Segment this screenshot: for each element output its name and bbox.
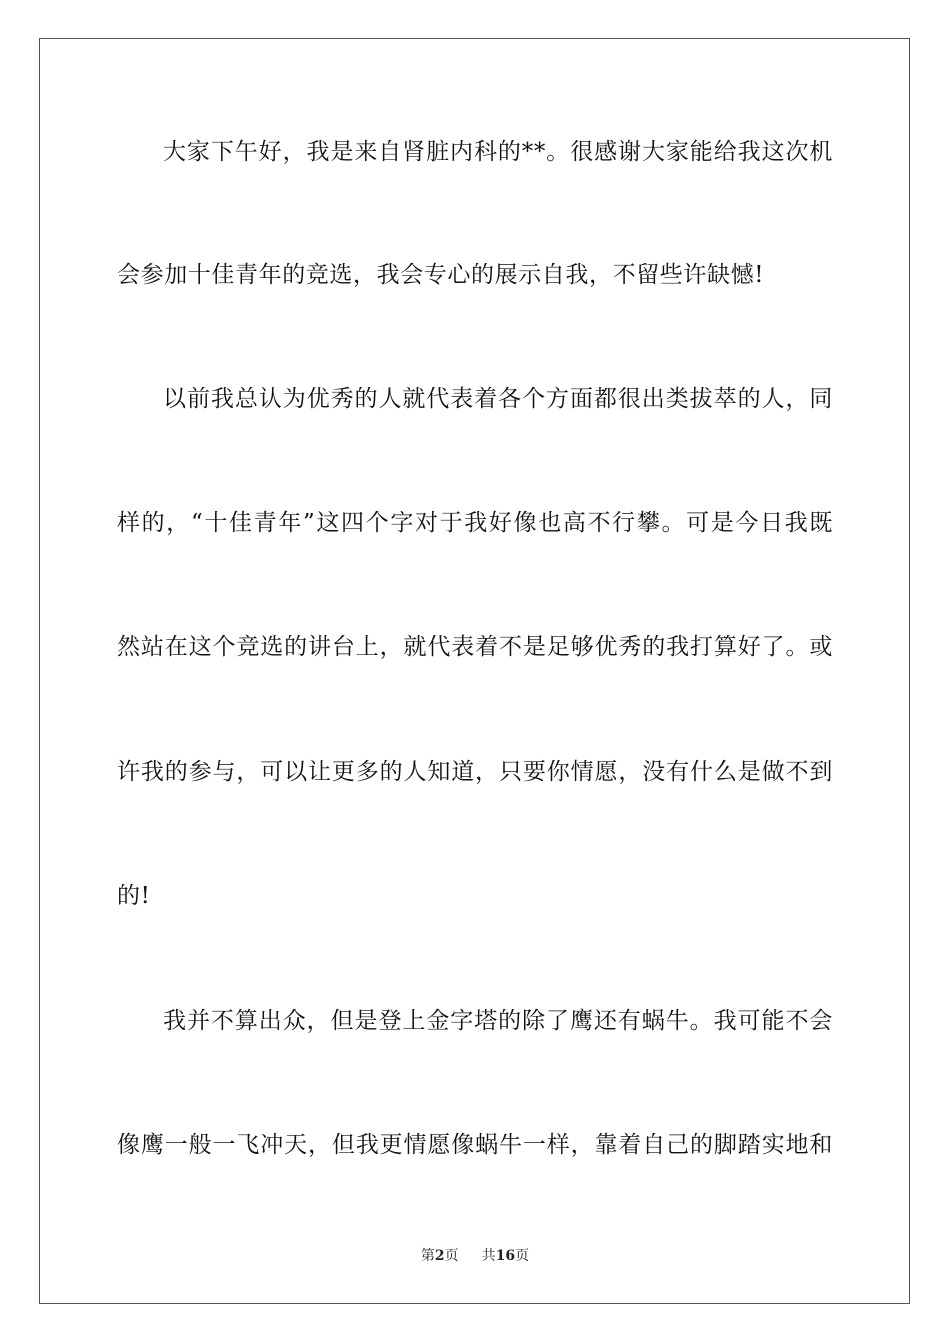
page-number: 2 [434, 1248, 445, 1264]
page-prefix: 第 [420, 1248, 435, 1264]
paragraph-2-line-1: 以前我总认为优秀的人就代表着各个方面都很出类拔萃的人，同 [163, 386, 833, 412]
paragraph-2-line-2: 样的，“十佳青年”这四个字对于我好像也高不行攀。可是今日我既 [117, 510, 833, 536]
total-prefix: 共 [481, 1248, 496, 1264]
total-suffix: 页 [515, 1248, 530, 1264]
total-pages: 16 [495, 1248, 516, 1264]
paragraph-1-line-1: 大家下午好，我是来自肾脏内科的**。很感谢大家能给我这次机 [163, 139, 833, 165]
page-suffix: 页 [444, 1248, 459, 1264]
paragraph-2-line-3: 然站在这个竞选的讲台上，就代表着不是足够优秀的我打算好了。或 [117, 634, 833, 660]
page-footer [0, 1246, 950, 1266]
page-border [39, 38, 910, 1304]
paragraph-2-line-4: 许我的参与，可以让更多的人知道，只要你情愿，没有什么是做不到 [117, 759, 833, 785]
paragraph-3-line-2: 像鹰一般一飞冲天，但我更情愿像蜗牛一样，靠着自己的脚踏实地和 [117, 1132, 833, 1158]
paragraph-3-line-1: 我并不算出众，但是登上金字塔的除了鹰还有蜗牛。我可能不会 [163, 1008, 833, 1034]
paragraph-1-line-2: 会参加十佳青年的竞选，我会专心的展示自我，不留些许缺憾! [117, 262, 765, 288]
paragraph-2-line-5: 的! [117, 883, 151, 909]
